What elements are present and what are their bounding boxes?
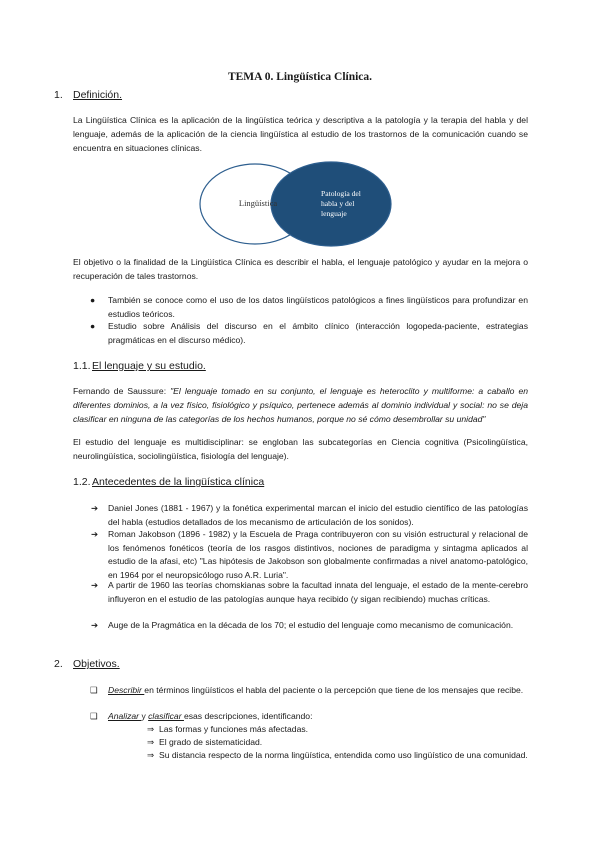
section-1-1-number: 1.1. — [73, 360, 91, 372]
antecedente-item: Auge de la Pragmática en la década de los 70; el estudio del lenguaje como mecanismo de comunicación. — [108, 620, 514, 630]
arrow-marker: ➔ — [91, 529, 99, 539]
multidisciplinar-paragraph: El estudio del lenguaje es multidisciplinar: se engloban las subcategorías en Ciencia cognitiva (Psicolingüística, neurolingüística, sociolingüística, fisiología del lenguaje). — [73, 437, 528, 461]
describir-verb: Describir — [108, 685, 145, 695]
checkbox-marker: ❑ — [90, 711, 98, 721]
sub-item: Su distancia respecto de la norma lingüística, entendida como uso lingüístico de una comunidad. — [159, 750, 528, 760]
saussure-quote: "El lenguaje tomado en su conjunto, el lenguaje es heteroclito y multiforme: a caballo en diferentes dominios, a la vez físico, fisiológico y psíquico, pertenece además al dominio individual y social: no se deja clasificar en ninguna de las categorías de los hechos humanos, porque no sé cómo desembrollar su unidad" — [73, 386, 529, 424]
implies-marker: ⇒ — [147, 750, 155, 760]
saussure-lead: Fernando de Saussure: — [73, 386, 171, 396]
venn-diagram — [195, 158, 405, 252]
objective-paragraph: El objetivo o la finalidad de la Lingüística Clínica es describir el habla, el lenguaje patológico y ayudar en la mejora o recuperación de tales trastornos. — [73, 257, 528, 281]
section-1-2-heading: Antecedentes de la lingüística clínica — [92, 476, 265, 488]
bullet-item: Estudio sobre Análisis del discurso en el ámbito clínico (interacción logopeda-paciente, estrategias pragmáticas en el discurso médico). — [108, 321, 528, 345]
objetivo-item-2-text: esas descripciones, identificando: — [183, 711, 313, 721]
page-title: TEMA 0. Lingüística Clínica. — [227, 71, 373, 83]
sub-item: Las formas y funciones más afectadas. — [159, 724, 309, 734]
checkbox-marker: ❑ — [90, 685, 98, 695]
bullet-dot: ● — [90, 321, 96, 331]
antecedente-item: Daniel Jones (1881 - 1967) y la fonética experimental marcan el inicio del estudio científico de las patologías del habla (estudios detallados de los mecanismo de articulación de los sonidos). — [108, 503, 528, 527]
analizar-verb: Analizar — [108, 711, 142, 721]
implies-marker: ⇒ — [147, 737, 155, 747]
sub-item: El grado de sistematicidad. — [159, 737, 263, 747]
arrow-marker: ➔ — [91, 503, 99, 513]
definition-paragraph: La Lingüística Clínica es la aplicación de la lingüística teórica y descriptiva a la patología y la terapia del habla y del lenguaje, además de la aplicación de la ciencia lingüística al estudio de los trastornos de la comunicación cuando se encuentra en situaciones clínicas. — [73, 115, 528, 153]
objetivo-y: y — [141, 711, 149, 721]
section-1-2-number: 1.2. — [73, 476, 91, 488]
antecedente-item: Roman Jakobson (1896 - 1982) y la Escuela de Praga contribuyeron con su visión estructural y relacional de los fenómenos fonéticos (teoría de los rasgos distintivos, nociones de paradigma y sintagma aplicados al estudio de la afasi, etc) "Las hipótesis de Jakobson son globalmente confirmadas a nivel anatomo-patológico, en 1964 por el neuropsicólogo ruso A.R. Luria". — [108, 529, 528, 580]
objetivo-item-2 — [108, 710, 528, 724]
clasificar-verb: clasificar — [148, 711, 184, 721]
linguistica-label: Lingüística — [238, 198, 278, 208]
bullet-dot: ● — [90, 295, 96, 305]
section-2-number: 2. — [54, 658, 63, 670]
saussure-paragraph — [73, 384, 528, 426]
antecedente-item: A partir de 1960 las teorías chomskianas sobre la facultad innata del lenguaje, el estado de la mente-cerebro influyeron en el estudio de las patologías aunque haya recibido (y sigan recibiendo) muchas críticas. — [108, 580, 528, 604]
section-1-number: 1. — [54, 89, 63, 101]
arrow-marker: ➔ — [91, 620, 99, 630]
implies-marker: ⇒ — [147, 724, 155, 734]
section-2-heading: Objetivos. — [73, 658, 120, 670]
arrow-marker: ➔ — [91, 580, 99, 590]
section-1-1-heading: El lenguaje y su estudio. — [92, 360, 206, 372]
objetivo-item-1 — [108, 684, 528, 698]
objetivo-item-1-text: en términos lingüísticos el habla del paciente o la percepción que tiene de los mensajes que recibe. — [144, 685, 524, 695]
patologia-label-line1: Patología del — [321, 189, 361, 198]
patologia-label-line3: lenguaje — [321, 209, 347, 218]
patologia-label-line2: habla y del — [321, 199, 355, 208]
section-1-heading: Definición. — [73, 89, 123, 101]
bullet-item: También se conoce como el uso de los datos lingüísticos patológicos a fines lingüísticos para profundizar en estudios teóricos. — [108, 295, 528, 319]
